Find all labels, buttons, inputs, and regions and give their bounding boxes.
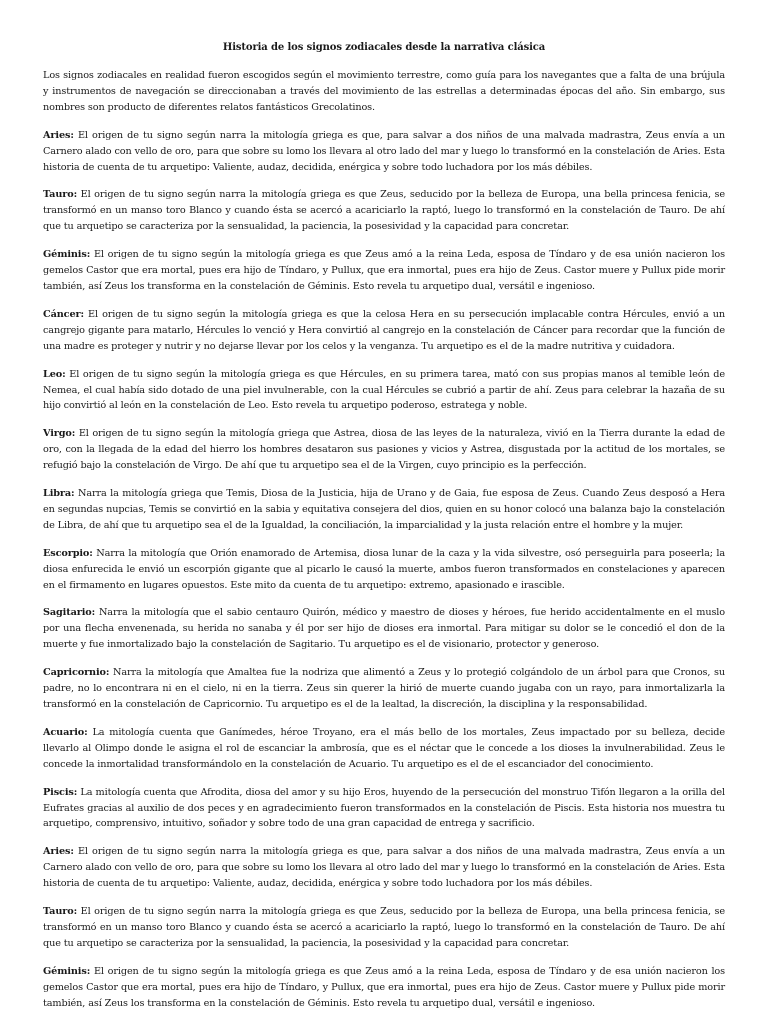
sign-paragraph bbox=[43, 725, 725, 773]
sign-name: Cáncer bbox=[43, 308, 81, 320]
document-title: Historia de los signos zodiacales desde la narrativa clásica bbox=[222, 42, 546, 53]
sign-name-colon: : bbox=[62, 368, 66, 380]
sign-description: Narra la mitología que el sabio centauro Quirón, médico y maestro de dioses y héroes, fue herido accidentalmente en el muslo por una flecha envenenada, su herida no sanaba y él por ser hijo de dioses era inmortal. Para mitigar su dolor se le concedió el don de la muerte y fue inmortalizado bajo la constelación de Sagitario. Tu arquetipo es el de visionario, protector y generoso. bbox=[43, 607, 725, 651]
sign-paragraph bbox=[43, 367, 725, 415]
sign-name: Tauro bbox=[43, 906, 74, 918]
sign-sections bbox=[43, 128, 725, 1012]
sign-name-colon: : bbox=[70, 129, 74, 141]
sign-description: El origen de tu signo según la mitología griega es que Hércules, en su primera tarea, mató con sus propias manos al temible león de Nemea, el cual había sido dotado de una piel invulnerable, con la cual Hércules se cubrió a partir de ahí. Zeus para celebrar la hazaña de su hijo convirtió al león en la constelación de Leo. Esto revela tu arquetipo poderoso, estratega y noble. bbox=[43, 368, 725, 412]
sign-description: Narra la mitología que Orión enamorado de Artemisa, diosa lunar de la caza y la vida silvestre, osó perseguirla para poseerla; la diosa enfurecida le envió un escorpión gigante que al picarlo le causó la muerte, ambos fueron transformados en constelaciones y aparecen en el firmamento en lugares opuestos. Este mito da cuenta de tu arquetipo: extremo, apasionado e irascible. bbox=[43, 547, 725, 591]
sign-description: El origen de tu signo según narra la mitología griega es que, para salvar a dos niños de una malvada madrastra, Zeus envía a un Carnero alado con vello de oro, para que sobre su lomo los llevara al otro lado del mar y luego lo transformó en la constelación de Aries. Esta historia de cuenta de tu arquetipo: Valiente, audaz, decidida, enérgica y sobre todo luchadora por los más débiles. bbox=[43, 129, 725, 173]
sign-paragraph bbox=[43, 247, 725, 295]
sign-name: Tauro bbox=[43, 189, 74, 201]
sign-name-colon: : bbox=[105, 667, 110, 679]
document-page bbox=[43, 40, 725, 1024]
sign-name-colon: : bbox=[89, 547, 93, 559]
sign-name: Leo bbox=[43, 368, 63, 380]
sign-paragraph bbox=[43, 605, 725, 653]
sign-paragraph bbox=[43, 128, 725, 176]
sign-name-colon: : bbox=[71, 488, 75, 500]
sign-name-colon: : bbox=[80, 308, 84, 320]
sign-name: Libra bbox=[43, 488, 72, 500]
sign-description: El origen de tu signo según narra la mitología griega es que Zeus, seducido por la belleza de Europa, una bella princesa fenicia, se transformó en un manso toro Blanco y cuando ésta se acercó a acariciarlo la raptó, luego lo transformó en la constelación de Tauro. De ahí que tu arquetipo se caracteriza por la sensualidad, la paciencia, la posesividad y la capacidad para concretar. bbox=[43, 189, 725, 233]
sign-paragraph bbox=[43, 964, 725, 1012]
sign-paragraph bbox=[43, 486, 725, 534]
sign-paragraph bbox=[43, 187, 725, 235]
sign-name: Aries bbox=[43, 846, 71, 858]
sign-name-colon: : bbox=[86, 249, 91, 261]
intro-paragraph: Los signos zodiacales en realidad fueron escogidos según el movimiento terrestre, como guía para los navegantes que a falta de una brújula y instrumentos de navegación se direccionaban a través del movimiento de las estrellas a determinadas épocas del año. Sin embargo, sus nombres son producto de diferentes relatos fantásticos Grecolatinos. bbox=[43, 70, 725, 113]
sign-name-colon: : bbox=[71, 428, 76, 440]
sign-name-colon: : bbox=[73, 906, 78, 918]
sign-description: La mitología cuenta que Afrodita, diosa del amor y su hijo Eros, huyendo de la persecución del monstruo Tifón llegaron a la orilla del Eufrates gracias al auxilio de dos peces y en agradecimiento fueron transformados en la constelación de Piscis. Esta historia nos muestra tu arquetipo, comprensivo, intuitivo, soñador y sobre todo de una gran capacidad de entrega y sacrificio. bbox=[43, 786, 725, 830]
sign-description: El origen de tu signo según la mitología griega que Astrea, diosa de las leyes de la naturaleza, vivió en la Tierra durante la edad de oro, con la llegada de la edad del hierro los hombres desataron sus pasiones y vicios y Astrea, disgustada por la actitud de los mortales, se refugió bajo la constelación de Virgo. De ahí que tu arquetipo sea el de la Virgen, cuyo principio es la perfección. bbox=[43, 428, 725, 472]
sign-description: El origen de tu signo según la mitología griega es que Zeus amó a la reina Leda, esposa de Tíndaro y de esa unión nacieron los gemelos Castor que era mortal, pues era hijo de Tíndaro, y Pullux, que era inmortal, pues era hijo de Zeus. Castor muere y Pullux pide morir también, así Zeus los transforma en la constelación de Géminis. Esto revela tu arquetipo dual, versátil e ingenioso. bbox=[43, 965, 725, 1009]
sign-description: El origen de tu signo según narra la mitología griega es que, para salvar a dos niños de una malvada madrastra, Zeus envía a un Carnero alado con vello de oro, para que sobre su lomo los llevara al otro lado del mar y luego lo transformó en la constelación de Aries. Esta historia de cuenta de tu arquetipo: Valiente, audaz, decidida, enérgica y sobre todo luchadora por los más débiles. bbox=[43, 846, 725, 890]
sign-name: Géminis bbox=[43, 965, 87, 977]
sign-description: El origen de tu signo según la mitología griega es que la celosa Hera en su persecución implacable contra Hércules, envió a un cangrejo gigante para matarlo, Hércules lo venció y Hera convirtió al cangrejo en la constelación de Cáncer para recordar que la función de una madre es proteger y nutrir y no dejarse llevar por los celos y la venganza. Tu arquetipo es el de la madre nutritiva y cuidadora. bbox=[43, 308, 725, 352]
sign-name: Acuario bbox=[43, 726, 85, 738]
sign-name: Escorpio bbox=[43, 547, 90, 559]
sign-name: Capricornio bbox=[43, 667, 106, 679]
sign-paragraph bbox=[43, 426, 725, 474]
sign-description: La mitología cuenta que Ganímedes, héroe Troyano, era el más bello de los mortales, Zeus impactado por su belleza, decide llevarlo al Olimpo donde le asigna el rol de escanciar la ambrosía, que es el néctar que le concede a los dioses la invulnerabilidad. Zeus le concede la inmortalidad transformándolo en la constelación de Acuario. Tu arquetipo es el de el escanciador del conocimiento. bbox=[43, 726, 726, 770]
sign-name: Virgo bbox=[43, 428, 72, 440]
sign-paragraph bbox=[43, 785, 725, 833]
sign-paragraph bbox=[43, 665, 725, 713]
sign-name: Piscis bbox=[43, 786, 74, 798]
sign-paragraph bbox=[43, 904, 725, 952]
sign-name: Aries bbox=[43, 129, 71, 141]
sign-name-colon: : bbox=[91, 607, 96, 619]
sign-name-colon: : bbox=[86, 965, 91, 977]
sign-description: Narra la mitología que Amaltea fue la nodriza que alimentó a Zeus y lo protegió colgándolo de un árbol para que Cronos, su padre, no lo encontrara ni en el cielo, ni en la tierra. Zeus sin querer la hirió de muerte cuando jugaba con un rayo, para inmortalizarla la transformó en la constelación de Capricornio. Tu arquetipo es el de la lealtad, la discreción, la disciplina y la responsabilidad. bbox=[43, 667, 725, 710]
sign-name-colon: : bbox=[73, 189, 78, 201]
sign-name: Sagitario bbox=[43, 607, 92, 619]
sign-paragraph bbox=[43, 844, 725, 892]
sign-paragraph bbox=[43, 546, 725, 594]
sign-name-colon: : bbox=[70, 846, 74, 858]
sign-name-colon: : bbox=[73, 786, 78, 798]
sign-paragraph bbox=[43, 307, 725, 355]
sign-description: Narra la mitología griega que Temis, Diosa de la Justicia, hija de Urano y de Gaia, fue esposa de Zeus. Cuando Zeus desposó a Hera en segundas nupcias, Temis se convirtió en la sabia y equitativa consejera del dios, quien en su honor colocó una balanza bajo la constelación de Libra, de ahí que tu arquetipo sea el de la Igualdad, la conciliación, la imparcialidad y la justa relación entre el hombre y la mujer. bbox=[43, 488, 725, 531]
sign-description: El origen de tu signo según narra la mitología griega es que Zeus, seducido por la belleza de Europa, una bella princesa fenicia, se transformó en un manso toro Blanco y cuando ésta se acercó a acariciarlo la raptó, luego lo transformó en la constelación de Tauro. De ahí que tu arquetipo se caracteriza por la sensualidad, la paciencia, la posesividad y la capacidad para concretar. bbox=[43, 906, 725, 949]
sign-name-colon: : bbox=[84, 726, 88, 738]
sign-name: Géminis bbox=[43, 249, 87, 261]
sign-description: El origen de tu signo según la mitología griega es que Zeus amó a la reina Leda, esposa de Tíndaro y de esa unión nacieron los gemelos Castor que era mortal, pues era hijo de Tíndaro, y Pullux, que era inmortal, pues era hijo de Zeus. Castor muere y Pullux pide morir también, así Zeus los transforma en la constelación de Géminis. Esto revela tu arquetipo dual, versátil e ingenioso. bbox=[43, 249, 725, 292]
